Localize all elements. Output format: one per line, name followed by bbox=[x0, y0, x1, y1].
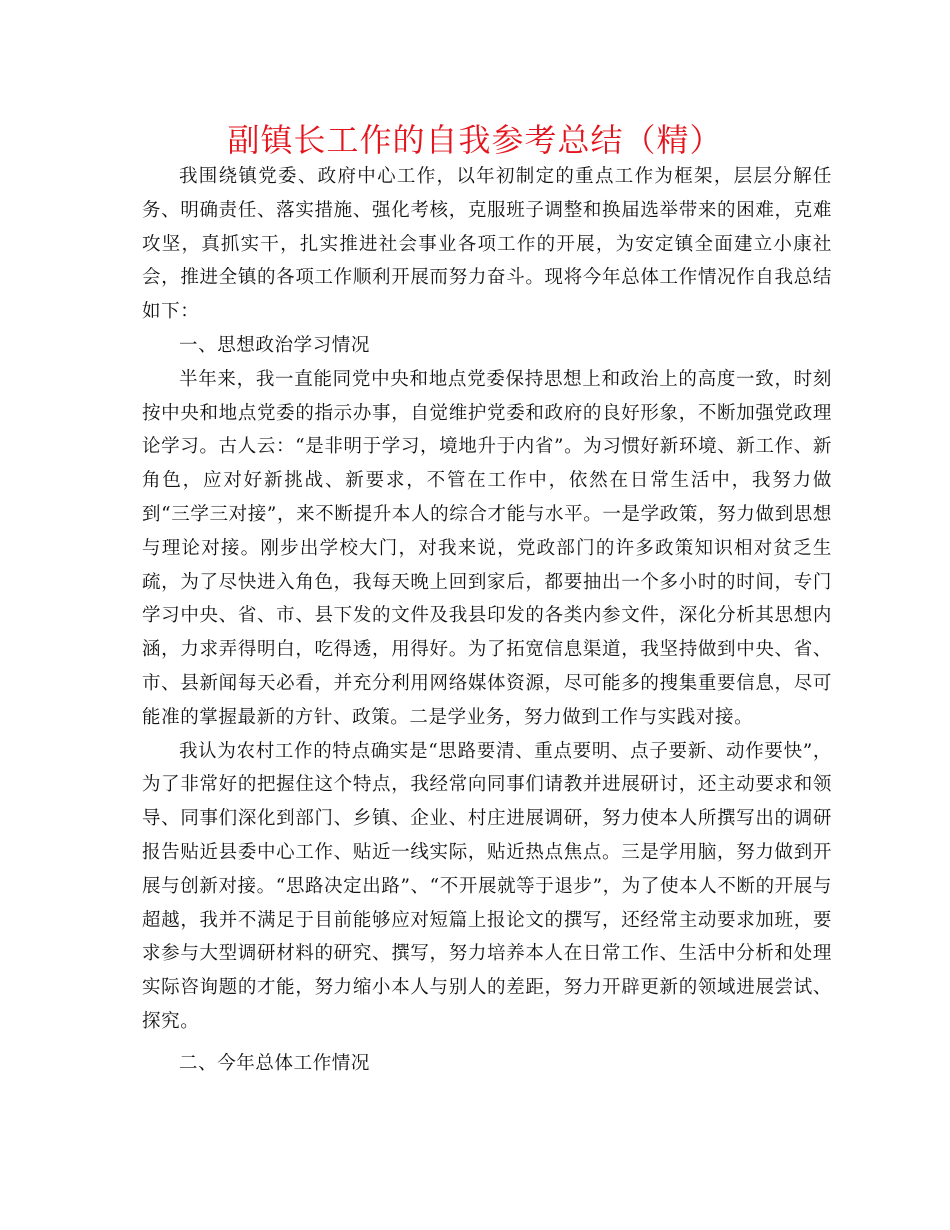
intro-paragraph: 我围绕镇党委、政府中心工作，以年初制定的重点工作为框架，层层分解任务、明确责任、落实措施、强化考核，克服班子调整和换届选举带来的困难，克难攻坚，真抓实干，扎实推进社会事业各项工作的开展，为安定镇全面建立小康社会，推进全镇的各项工作顺利开展而努力奋斗。现将今年总体工作情况作自我总结如下： bbox=[142, 166, 832, 323]
study-paragraph: 半年来，我一直能同党中央和地点党委保持思想上和政治上的高度一致，时刻按中央和地点党委的指示办事，自觉维护党委和政府的良好形象，不断加强党政理论学习。古人云：“是非明于学习，境地升于内省”。为习惯好新环境、新工作、新角色，应对好新挑战、新要求，不管在工作中，依然在日常生活中，我努力做到“三学三对接”，来不断提升本人的综合才能与水平。一是学政策，努力做到思想与理论对接。刚步出学校大门，对我来说，党政部门的许多政策知识相对贫乏生疏，为了尽快进入角色，我每天晚上回到家后，都要抽出一个多小时的时间，专门学习中央、省、市、县下发的文件及我县印发的各类内参文件，深化分析其思想内涵，力求弄得明白，吃得透，用得好。为了拓宽信息渠道，我坚持做到中央、省、市、县新闻每天必看，并充分利用网络媒体资源，尽可能多的搜集重要信息，尽可能准的掌握最新的方针、政策。二是学业务，努力做到工作与实践对接。 bbox=[142, 368, 832, 728]
document-body bbox=[142, 160, 832, 1081]
section-heading-1: 一、思想政治学习情况 bbox=[179, 334, 371, 356]
section-heading-2: 二、今年总体工作情况 bbox=[179, 1052, 371, 1074]
rural-work-paragraph: 我认为农村工作的特点确实是“思路要清、重点要明、点子要新、动作要快”，为了非常好的把握住这个特点，我经常向同事们请教并进展研讨，还主动要求和领导、同事们深化到部门、乡镇、企业、村庄进展调研，努力使本人所撰写出的调研报告贴近县委中心工作、贴近一线实际，贴近热点焦点。三是学用脑，努力做到开展与创新对接。“思路决定出路”、“不开展就等于退步”，为了使本人不断的开展与超越，我并不满足于目前能够应对短篇上报论文的撰写，还经常主动要求加班，要求参与大型调研材料的研究、撰写，努力培养本人在日常工作、生活中分析和处理实际咨询题的才能，努力缩小本人与别人的差距，努力开辟更新的领域进展尝试、探究。 bbox=[142, 740, 832, 1032]
document-title: 副镇长工作的自我参考总结（精） bbox=[227, 121, 723, 159]
